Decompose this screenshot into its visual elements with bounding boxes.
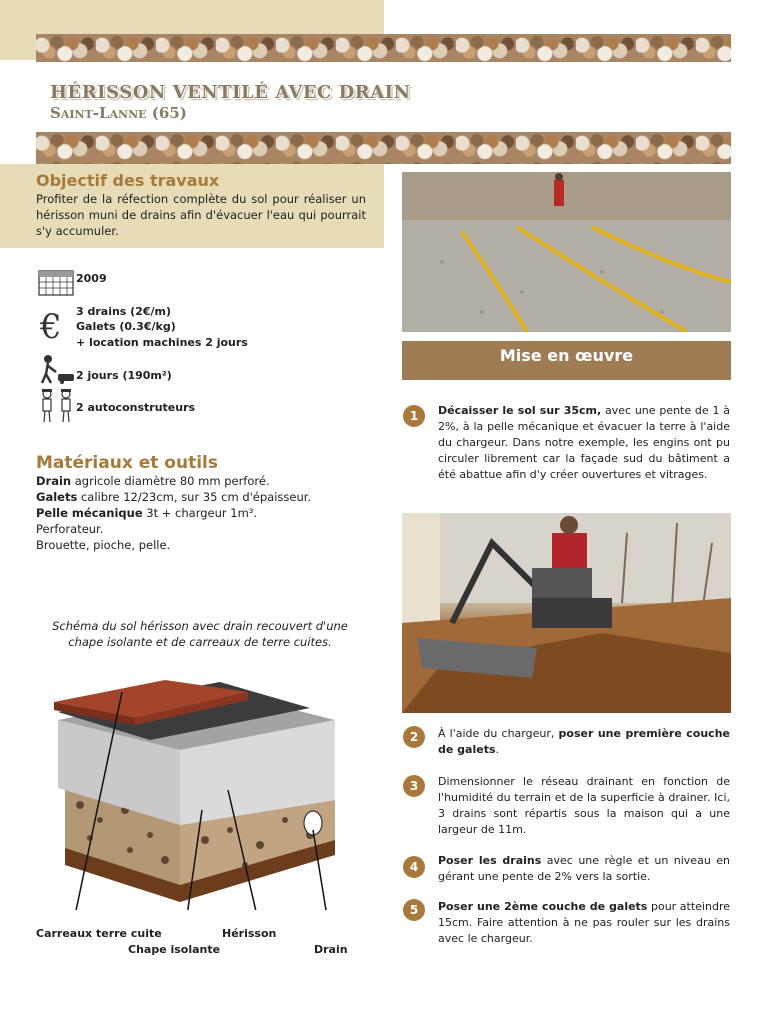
- pebble-strip-top: [36, 34, 731, 62]
- materials-heading: Matériaux et outils: [36, 453, 218, 473]
- materials-item-drain: Drain agricole diamètre 80 mm perforé.: [36, 474, 270, 488]
- step-3-text: Dimensionner le réseau drainant en fonction de l'humidité du terrain et de la superficie à drainer. Ici, 3 drains sont répartis sous la maison qui a une largeur de 11m.: [438, 775, 730, 836]
- step-2-text: À l'aide du chargeur, poser une première couche de galets.: [438, 727, 730, 756]
- pebble-strip-bottom: [36, 132, 731, 164]
- builders-text: 2 autoconstruteurs: [76, 401, 196, 414]
- label-herisson: Hérisson: [222, 927, 277, 940]
- euro-icon: €: [40, 307, 62, 347]
- label-chape: Chape isolante: [128, 943, 221, 956]
- worker-icon: [38, 354, 76, 384]
- cost-line-3: + location machines 2 jours: [76, 336, 248, 349]
- cost-line-1: 3 drains (2€/m): [76, 305, 172, 318]
- page-title: HÉRISSON VENTILÉ AVEC DRAIN: [50, 82, 411, 103]
- step-1-number: 1: [403, 405, 425, 427]
- schema-diagram: [30, 670, 360, 910]
- step-5-number: 5: [403, 899, 425, 921]
- photo-excavator: [402, 513, 731, 713]
- step-4-text: Poser les drains avec une règle et un niveau en gérant une pente de 2% vers la sortie.: [438, 854, 730, 883]
- objectif-text: Profiter de la réfection complète du sol pour réaliser un hérisson muni de drains afin d'évacuer l'eau qui pourrait s'y accumuler.: [36, 192, 366, 238]
- builders-icon: [38, 388, 76, 424]
- step-3-number: 3: [403, 775, 425, 797]
- page-subtitle-location: Saint-Lanne (65): [50, 104, 187, 122]
- materials-item-pelle: Pelle mécanique 3t + chargeur 1m³.: [36, 506, 258, 520]
- photo-excavated-floor: [402, 172, 731, 332]
- label-drain: Drain: [314, 943, 348, 956]
- step-5-text: Poser une 2ème couche de galets pour atteindre 15cm. Faire attention à ne pas rouler sur les drains avec le chargeur.: [438, 900, 730, 945]
- materials-item-perforateur: Perforateur.: [36, 522, 104, 536]
- year-text: 2009: [76, 272, 107, 285]
- calendar-icon: [38, 268, 74, 296]
- schema-caption: Schéma du sol hérisson avec drain recouvert d'une chape isolante et de carreaux de terre cuites.: [52, 619, 348, 649]
- step-1-text: Décaisser le sol sur 35cm, avec une pente de 1 à 2%, à la pelle mécanique et évacuer la terre à l'aide du chargeur. Dans notre exemple, les engins ont pu circuler librement car la façade sud du bâtiment a été abattue afin d'y créer ouvertures et vitrages.: [438, 404, 730, 481]
- objectif-heading: Objectif des travaux: [36, 171, 220, 190]
- materials-item-outils: Brouette, pioche, pelle.: [36, 538, 171, 552]
- step-4-number: 4: [403, 856, 425, 878]
- materials-list: [36, 473, 376, 553]
- duration-text: 2 jours (190m²): [76, 369, 172, 382]
- cost-line-2: Galets (0.3€/kg): [76, 320, 176, 333]
- step-2-number: 2: [403, 726, 425, 748]
- label-carreaux: Carreaux terre cuite: [36, 927, 162, 940]
- materials-item-galets: Galets calibre 12/23cm, sur 35 cm d'épaisseur.: [36, 490, 312, 504]
- mise-en-oeuvre-heading: Mise en œuvre: [499, 346, 634, 365]
